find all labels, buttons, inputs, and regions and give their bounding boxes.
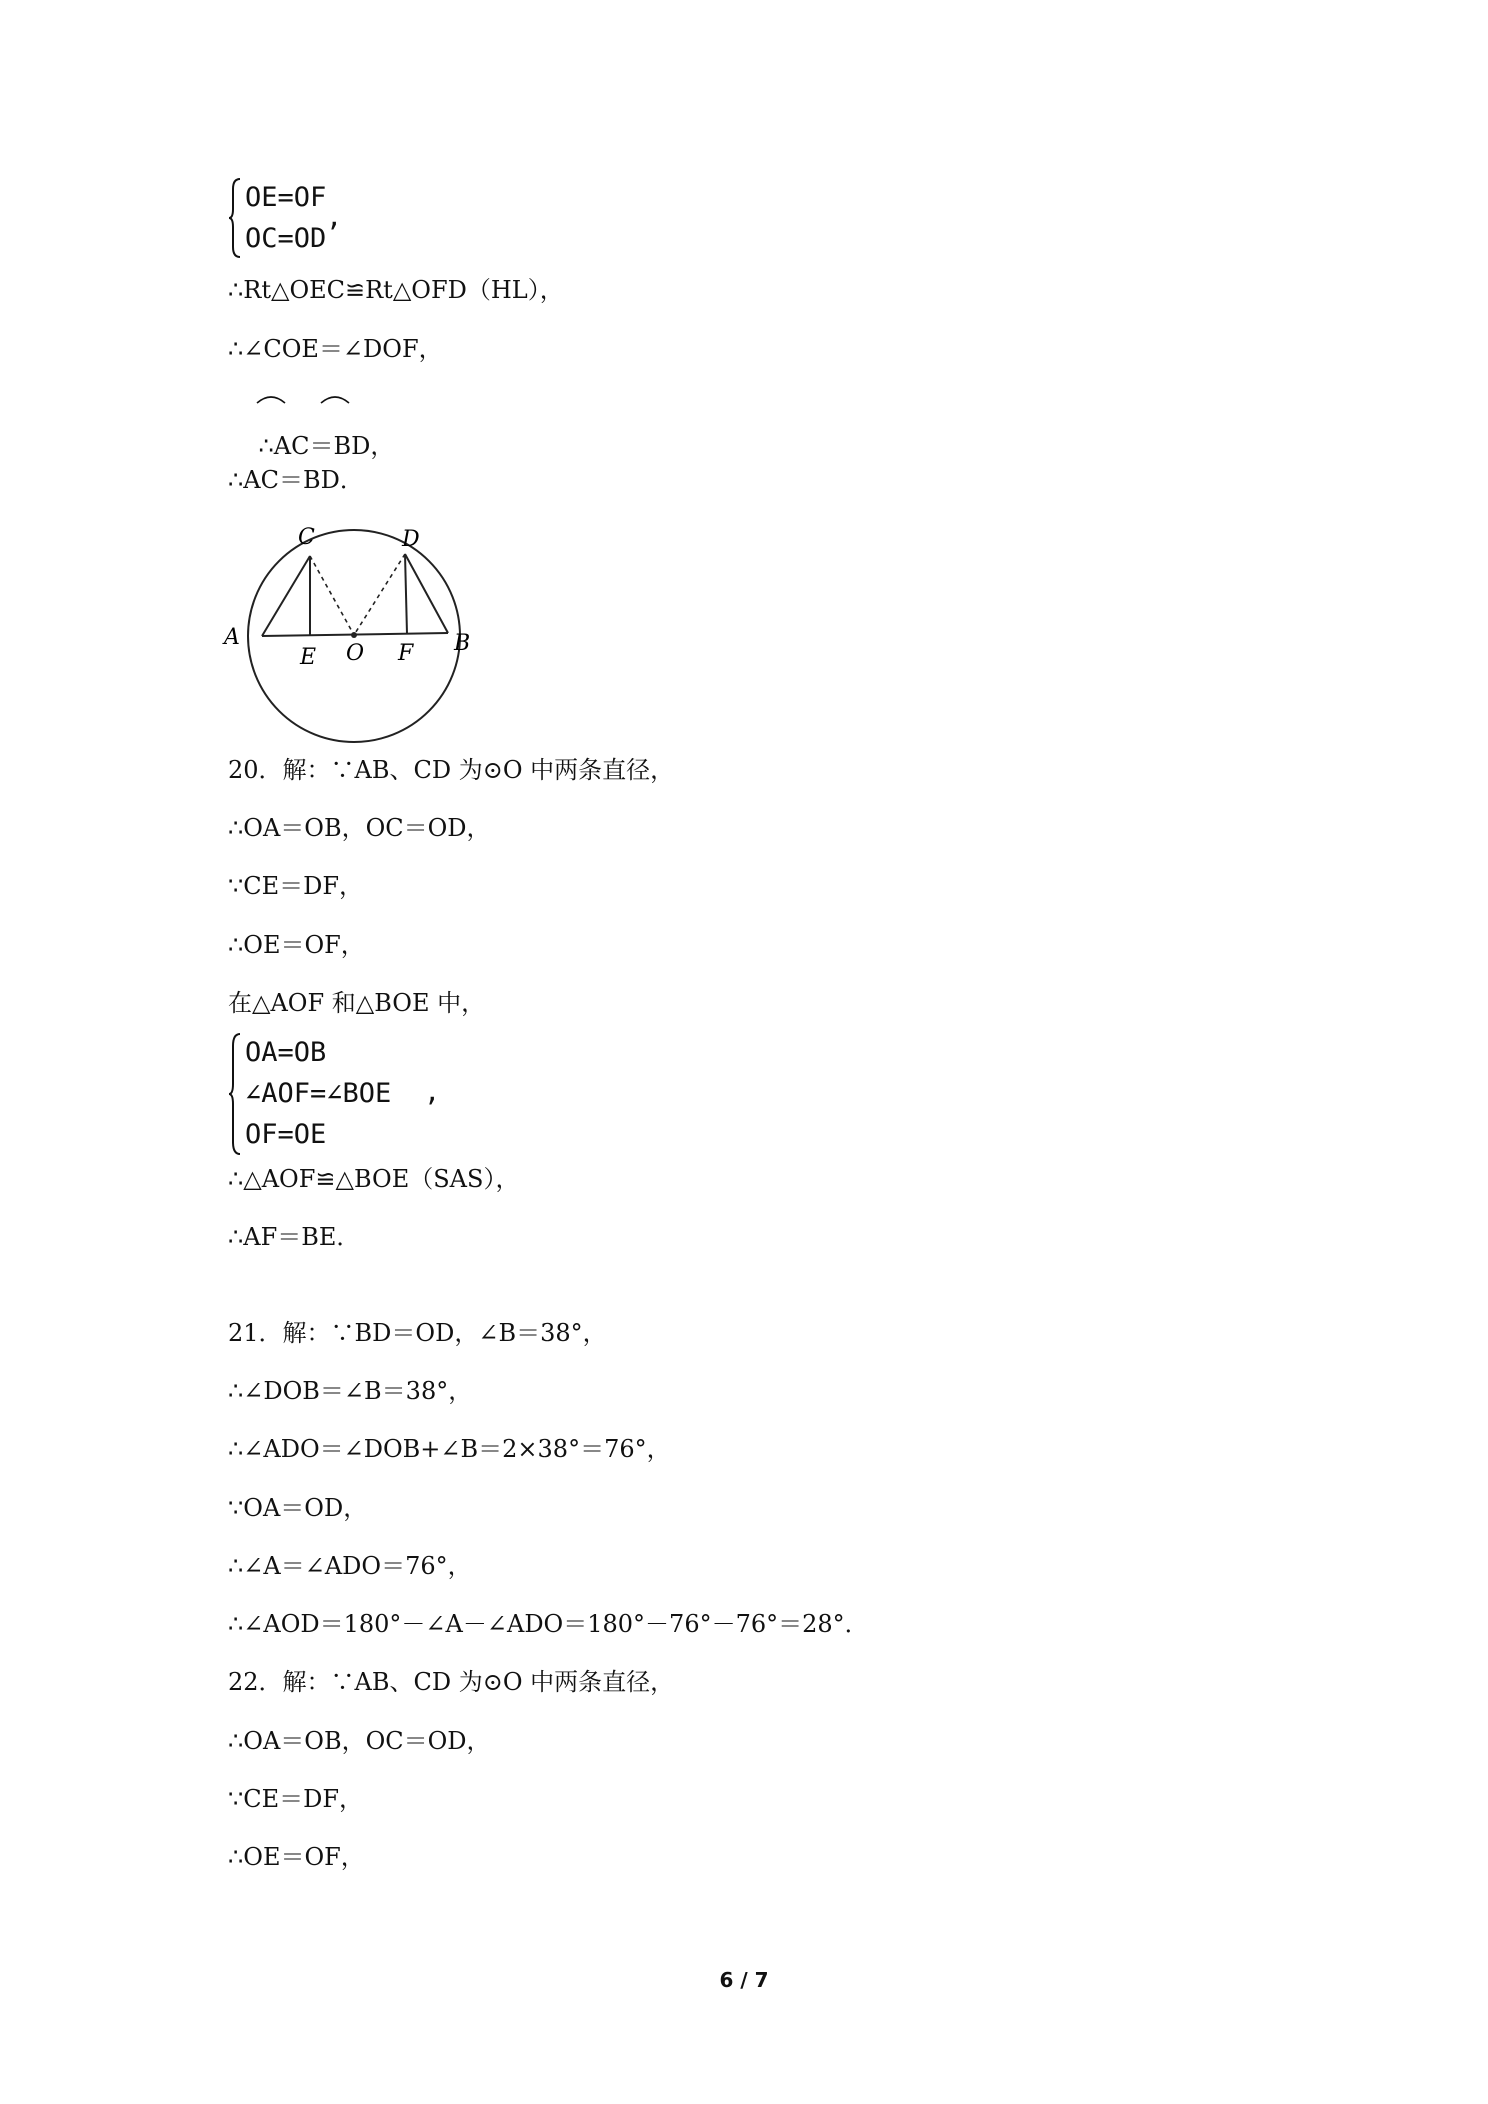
segment-ac <box>262 556 310 636</box>
left-brace-icon <box>228 177 242 259</box>
proof-line: 21．解：∵BD＝OD，∠B＝38°， <box>228 1319 607 1347</box>
circle-diagram <box>222 518 482 746</box>
proof-line: 20．解：∵AB、CD 为⊙O 中两条直径， <box>228 756 675 784</box>
proof-line: ∴OA＝OB，OC＝OD， <box>228 1727 491 1755</box>
arc-marks <box>255 389 355 407</box>
proof-line: ∴AF＝BE． <box>228 1223 361 1251</box>
label-d: D <box>402 527 420 552</box>
equation-tail: , <box>326 202 343 233</box>
equation-tail: , <box>424 1077 441 1108</box>
equation-row: OC=OD <box>245 223 327 254</box>
proof-line: ∴OE＝OF， <box>228 931 365 959</box>
equation-row: OE=OF <box>245 182 327 213</box>
proof-line: ∴OE＝OF， <box>228 1843 365 1871</box>
equation-row: ∠AOF=∠BOE <box>245 1078 392 1109</box>
proof-line: ∵CE＝DF， <box>228 872 364 900</box>
proof-line: ∴△AOF≌△BOE（SAS）， <box>228 1165 520 1193</box>
left-brace-icon <box>228 1032 242 1156</box>
equation-row: OF=OE <box>245 1119 327 1150</box>
label-b: B <box>454 631 471 656</box>
arc-equation: ∴AC＝BD， <box>258 432 395 460</box>
proof-line: ∴∠ADO＝∠DOB+∠B＝2×38°＝76°， <box>228 1435 671 1463</box>
proof-line: 在△AOF 和△BOE 中， <box>228 989 486 1017</box>
center-point <box>351 632 357 638</box>
page-number: 6 / 7 <box>719 1968 769 1992</box>
label-f: F <box>398 641 414 666</box>
proof-line: ∴AC＝BD． <box>228 466 364 494</box>
proof-line: ∵CE＝DF， <box>228 1785 364 1813</box>
proof-line: ∴∠DOB＝∠B＝38°， <box>228 1377 473 1405</box>
segment-df <box>405 554 407 634</box>
equation-system-2 <box>228 1032 448 1156</box>
label-a: A <box>224 625 240 650</box>
equation-system-1 <box>228 177 348 259</box>
label-c: C <box>298 525 315 550</box>
proof-line: ∴Rt△OEC≌Rt△OFD（HL）， <box>228 276 564 304</box>
segment-co <box>310 556 354 635</box>
segment-db <box>405 554 448 633</box>
proof-line: 22．解：∵AB、CD 为⊙O 中两条直径， <box>228 1668 675 1696</box>
proof-line: ∵OA＝OD， <box>228 1494 368 1522</box>
proof-line: ∴∠A＝∠ADO＝76°， <box>228 1552 472 1580</box>
segment-do <box>354 554 405 635</box>
label-e: E <box>300 645 317 670</box>
proof-line: ∴∠COE＝∠DOF， <box>228 335 443 363</box>
proof-line: ∴OA＝OB，OC＝OD， <box>228 814 491 842</box>
equation-row: OA=OB <box>245 1037 327 1068</box>
label-o: O <box>346 641 365 666</box>
proof-line: ∴∠AOD＝180°－∠A－∠ADO＝180°－76°－76°＝28°． <box>228 1610 869 1638</box>
